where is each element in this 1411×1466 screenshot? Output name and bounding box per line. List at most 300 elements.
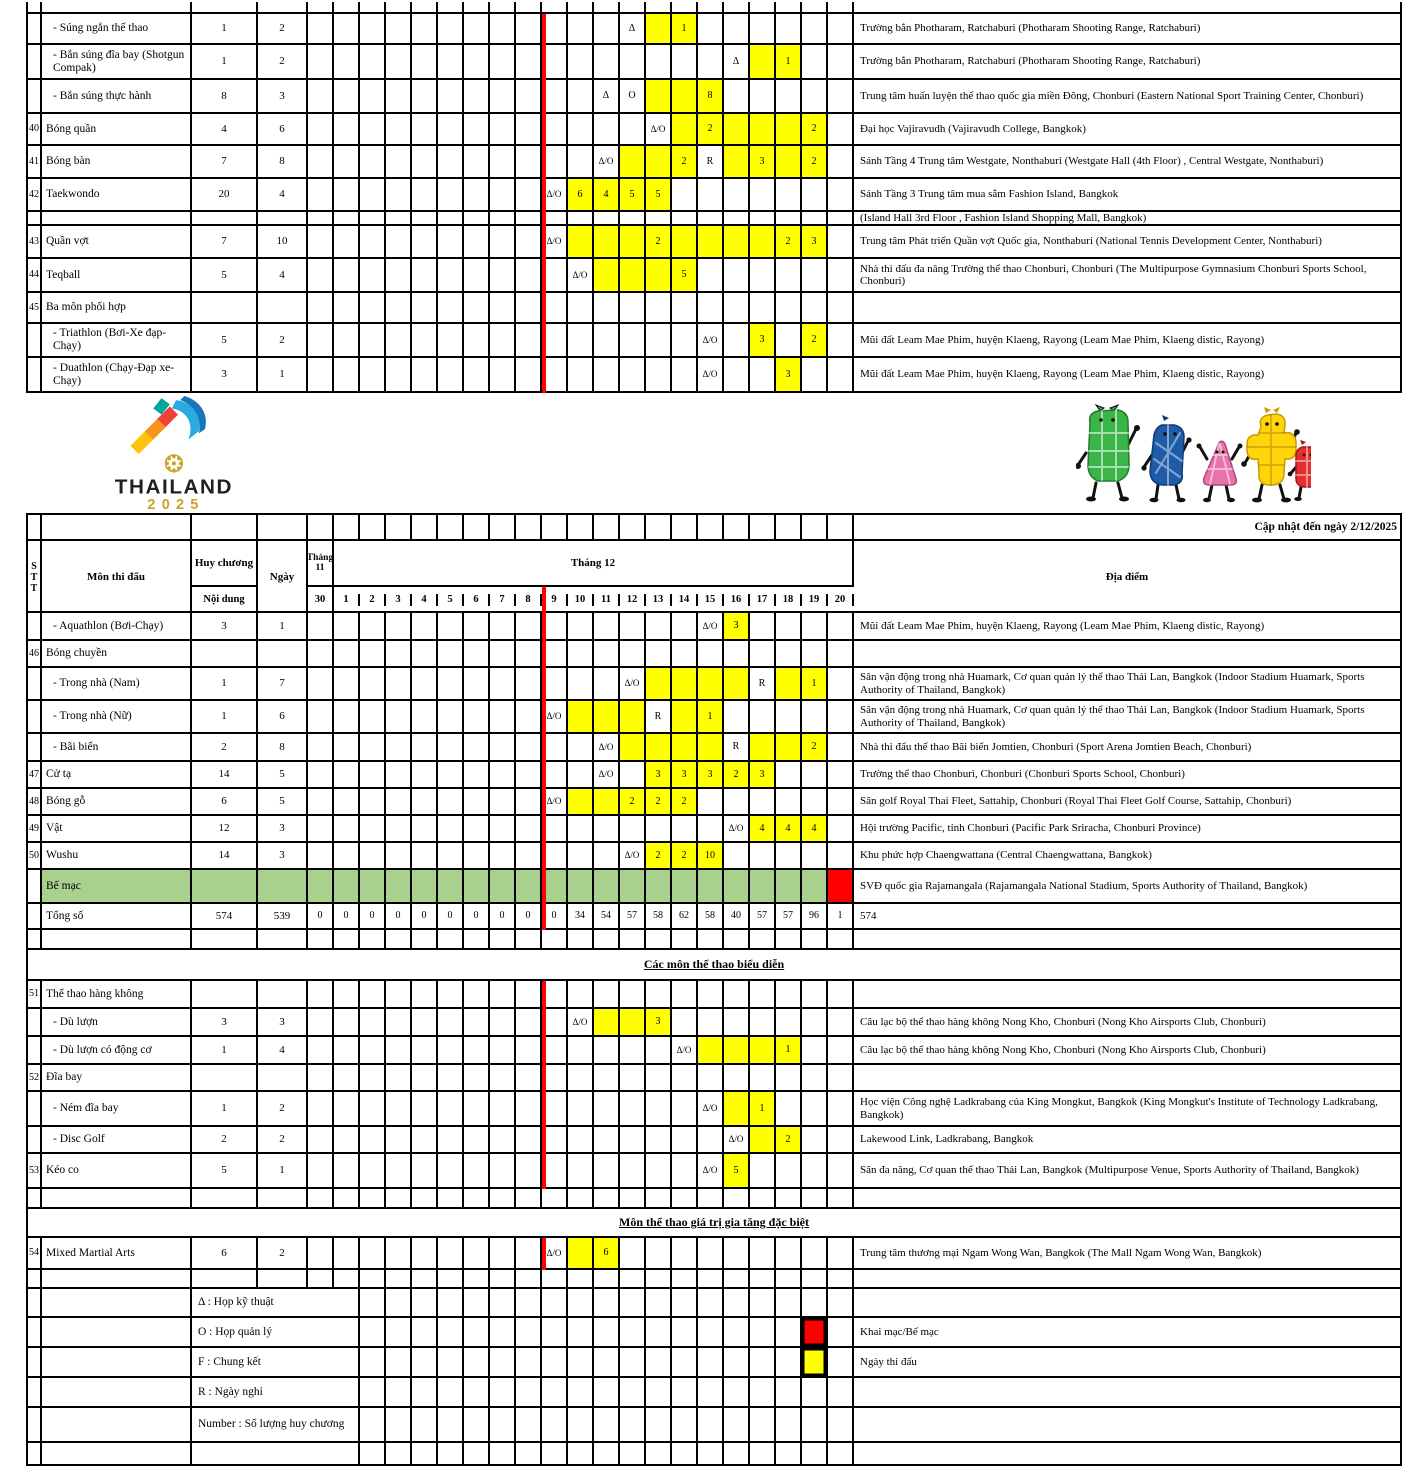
day-cell [386,146,412,177]
day-cell [542,1408,568,1441]
day-cell [776,259,802,291]
day-cell [386,981,412,1007]
day-cell [620,1092,646,1125]
day-cell [802,1065,828,1090]
day-cell [542,1189,568,1207]
day-cell: 57 [750,904,776,928]
day-cell [490,1348,516,1376]
day-cell [412,1378,438,1406]
days-cell: 10 [258,226,308,257]
days-cell [258,2,308,12]
day-cell [516,1443,542,1464]
day-cell [594,981,620,1007]
day-cell [386,212,412,224]
table-row [28,358,1400,393]
day-cell [308,1238,334,1268]
table-row [28,1127,1400,1154]
day-cell [568,789,594,814]
day-cell [334,226,360,257]
day-cell [750,789,776,814]
day-cell [698,668,724,699]
day-cell [568,45,594,78]
medals-cell: 4 [192,114,258,144]
day-cell [776,80,802,112]
current-date-line [542,14,546,393]
day-cell [334,981,360,1007]
day-cell: R [646,701,672,732]
header-day-15: 15 [698,594,724,606]
day-cell [724,1092,750,1125]
day-cell: 2 [802,734,828,760]
day-cell [594,226,620,257]
day-cell [698,2,724,12]
day-cell [464,668,490,699]
logo-year: 2025 [147,496,205,511]
medals-cell: 1 [192,45,258,78]
day-cell [646,1443,672,1464]
day-cell [464,789,490,814]
legend-note-cell: Ngày thi đấu [860,1355,917,1368]
table-row [28,324,1400,358]
legend-label-cell [192,1443,360,1464]
day-cell [360,789,386,814]
stt-cell [28,734,42,760]
days-cell [258,515,308,539]
day-cell: Δ/O [672,1037,698,1063]
day-cell [334,1092,360,1125]
day-cell [646,293,672,322]
day-cell: 2 [802,114,828,144]
day-cell [516,641,542,666]
day-cell [308,1065,334,1090]
day-cell [802,789,828,814]
day-cell [698,1065,724,1090]
day-cell: Δ/O [542,789,568,814]
day-cell [594,212,620,224]
day-cell [802,843,828,868]
day-cell [516,734,542,760]
venue-cell: Trường bắn Photharam, Ratchaburi (Photharam Shooting Range, Ratchaburi) [860,55,1201,68]
table-row [28,668,1400,701]
day-cell [360,1065,386,1090]
day-cell [698,1443,724,1464]
day-cell [802,981,828,1007]
day-cell [490,293,516,322]
sport-name-cell: - Triathlon (Bơi-Xe đạp-Chạy) [42,324,192,356]
day-cell [568,324,594,356]
day-cell [646,1408,672,1441]
sport-name-cell: Teqball [42,259,192,291]
day-cell: 2 [620,789,646,814]
day-cell [438,358,464,391]
day-cell: 1 [776,1037,802,1063]
legend-note-cell: Khai mạc/Bế mạc [860,1325,939,1338]
day-cell: 3 [646,1009,672,1035]
header-day-6: 6 [464,594,490,606]
sport-name-cell: - Ném đĩa bay [42,1092,192,1125]
stt-cell [28,45,42,78]
day-cell [412,1270,438,1287]
medals-cell [192,212,258,224]
day-cell [802,762,828,787]
day-cell [412,114,438,144]
day-cell [464,293,490,322]
day-cell [542,1348,568,1376]
medals-cell: 6 [192,1238,258,1268]
venue-cell: Trung tâm huấn luyện thể thao quốc gia miền Đông, Chonburi (Eastern National Sport Training Center, Chonburi) [860,89,1364,102]
header-day-20: 20 [828,594,854,606]
day-cell [750,734,776,760]
day-cell [360,1443,386,1464]
day-cell [334,701,360,732]
day-cell [672,358,698,391]
day-cell [802,930,828,948]
day-cell [802,1127,828,1152]
day-cell [646,358,672,391]
day-cell [516,1065,542,1090]
day-cell: 62 [672,904,698,928]
stt-cell: 44 [28,259,42,291]
table-row [28,146,1400,179]
day-cell [594,1378,620,1406]
day-cell [464,324,490,356]
days-cell: 539 [258,904,308,928]
day-cell [646,1348,672,1376]
day-cell [724,668,750,699]
day-cell [542,2,568,12]
day-cell [568,80,594,112]
stt-cell [28,870,42,902]
day-cell [386,762,412,787]
day-cell [594,293,620,322]
day-cell [438,668,464,699]
venue-cell: Sảnh Tầng 3 Trung tâm mua sắm Fashion Island, Bangkok [860,188,1119,201]
day-cell [438,1189,464,1207]
table-row [28,1154,1400,1189]
day-cell [828,259,854,291]
day-cell: 3 [672,762,698,787]
header-day-2: 2 [360,594,386,606]
medals-cell: 1 [192,1037,258,1063]
days-cell [258,641,308,666]
day-cell [360,1270,386,1287]
day-cell [672,981,698,1007]
day-cell [802,293,828,322]
legend-swatch-red [802,1318,828,1346]
day-cell [516,114,542,144]
day-cell [308,1189,334,1207]
day-cell [308,816,334,841]
day-cell [620,114,646,144]
day-cell: Δ/O [594,762,620,787]
day-cell [464,816,490,841]
table-row [28,870,1400,904]
day-cell [464,1378,490,1406]
medals-cell: 8 [192,80,258,112]
day-cell [360,1408,386,1441]
stt-cell [28,1009,42,1035]
day-cell [360,843,386,868]
day-cell [776,930,802,948]
day-cell [724,1408,750,1441]
sport-name-cell: - Bãi biển [42,734,192,760]
day-cell [828,981,854,1007]
day-cell [386,2,412,12]
day-cell [334,843,360,868]
day-cell: 2 [672,146,698,177]
day-cell [802,358,828,391]
day-cell [620,212,646,224]
day-cell: Δ/O [620,668,646,699]
day-cell [490,1270,516,1287]
day-cell [412,734,438,760]
day-cell: 96 [802,904,828,928]
days-cell: 6 [258,114,308,144]
section-title: Môn thể thao giá trị gia tăng đặc biệt [619,1214,809,1229]
logo-flower [165,455,182,472]
day-cell [646,930,672,948]
venue-cell: Sảnh Tầng 4 Trung tâm Westgate, Nonthaburi (Westgate Hall (4th Floor) , Central Westgate, Nonthaburi) [860,155,1324,168]
day-cell [438,1238,464,1268]
day-cell [464,1154,490,1187]
day-cell [516,1154,542,1187]
day-cell [334,259,360,291]
day-cell [464,1408,490,1441]
day-cell [386,1127,412,1152]
medals-cell: 5 [192,324,258,356]
day-cell [672,1189,698,1207]
day-cell [672,1127,698,1152]
day-cell [490,1154,516,1187]
day-cell [698,930,724,948]
sport-name-cell: - Bắn súng thực hành [42,80,192,112]
day-cell [334,179,360,210]
days-cell [258,981,308,1007]
table-row [28,2,1400,14]
day-cell [750,1270,776,1287]
day-cell [516,1318,542,1346]
day-cell [516,1189,542,1207]
day-cell [438,930,464,948]
header-nov-30: 30 [308,587,334,613]
days-cell: 8 [258,734,308,760]
days-cell [258,293,308,322]
day-cell [438,762,464,787]
sport-name-cell [42,515,192,539]
venue-cell: Trường bắn Photharam, Ratchaburi (Photharam Shooting Range, Ratchaburi) [860,22,1201,35]
venue-cell: Mũi đất Leam Mae Phim, huyện Klaeng, Rayong (Leam Mae Phim, Klaeng distic, Rayong) [860,619,1265,632]
day-cell: 4 [776,816,802,841]
days-cell: 3 [258,843,308,868]
day-cell [620,1408,646,1441]
day-cell [724,146,750,177]
day-cell: Δ/O [724,1127,750,1152]
day-cell [464,762,490,787]
day-cell [724,789,750,814]
day-cell [568,1378,594,1406]
day-cell [386,701,412,732]
days-cell: 3 [258,80,308,112]
stt-cell [28,358,42,391]
day-cell [698,1348,724,1376]
day-cell [568,1092,594,1125]
day-cell [464,870,490,902]
day-cell [776,1092,802,1125]
day-cell [516,179,542,210]
day-cell [438,1127,464,1152]
day-cell [360,1378,386,1406]
day-cell [594,45,620,78]
day-cell [490,1238,516,1268]
day-cell [490,843,516,868]
current-date-line [542,1238,546,1270]
day-cell [516,668,542,699]
day-cell [724,1189,750,1207]
day-cell [620,1238,646,1268]
day-cell [698,179,724,210]
day-cell [620,1037,646,1063]
day-cell [828,226,854,257]
stt-cell [28,14,42,43]
day-cell [698,293,724,322]
stt-cell [28,930,42,948]
day-cell [360,701,386,732]
day-cell [490,324,516,356]
day-cell [308,226,334,257]
day-cell [360,80,386,112]
day-cell [646,1270,672,1287]
day-cell [386,179,412,210]
current-date-line [542,981,546,1189]
stt-cell [28,1127,42,1152]
day-cell [594,1270,620,1287]
day-cell [646,870,672,902]
day-cell [802,1378,828,1406]
day-cell [802,641,828,666]
table-row [28,1348,1400,1378]
day-cell: 0 [360,904,386,928]
stt-cell [28,1348,42,1376]
day-cell: 3 [750,324,776,356]
day-cell [516,1408,542,1441]
day-cell [594,1037,620,1063]
mascot-yellow [1241,407,1300,502]
days-cell: 4 [258,179,308,210]
day-cell [308,179,334,210]
sport-name-cell: Bóng quần [42,114,192,144]
day-cell [776,1270,802,1287]
day-cell: 10 [698,843,724,868]
day-cell [620,1154,646,1187]
day-cell [360,212,386,224]
day-cell [516,1378,542,1406]
day-cell: 40 [724,904,750,928]
day-cell [672,1289,698,1316]
day-cell [490,668,516,699]
day-cell [490,641,516,666]
sport-name-cell: - Disc Golf [42,1127,192,1152]
day-cell: 3 [724,613,750,639]
stt-cell [28,80,42,112]
day-cell [386,114,412,144]
day-cell [594,870,620,902]
day-cell [776,843,802,868]
day-cell [750,930,776,948]
day-cell [334,668,360,699]
day-cell [672,1378,698,1406]
sport-name-cell [42,1408,192,1441]
day-cell: 1 [672,14,698,43]
day-cell [412,1348,438,1376]
day-cell [802,870,828,902]
day-cell [724,843,750,868]
day-cell [438,1154,464,1187]
day-cell [620,1065,646,1090]
day-cell [698,259,724,291]
day-cell [750,179,776,210]
day-cell [802,259,828,291]
mascots-graphic [1076,403,1311,503]
day-cell [646,2,672,12]
day-cell [490,789,516,814]
day-cell [828,1127,854,1152]
day-cell [516,1037,542,1063]
day-cell [776,734,802,760]
day-cell [334,1270,360,1287]
day-cell [620,358,646,391]
day-cell [386,1189,412,1207]
stt-cell: 47 [28,762,42,787]
day-cell [724,1009,750,1035]
day-cell [308,146,334,177]
venue-cell: Mũi đất Leam Mae Phim, huyện Klaeng, Rayong (Leam Mae Phim, Klaeng distic, Rayong) [860,333,1265,346]
day-cell [776,2,802,12]
day-cell [750,80,776,112]
day-cell: 2 [776,226,802,257]
day-cell [360,114,386,144]
venue-cell [854,1189,1400,1207]
day-cell [568,1154,594,1187]
stt-cell [28,668,42,699]
day-cell [568,212,594,224]
medals-cell [192,1065,258,1090]
medals-cell: 1 [192,1092,258,1125]
stt-cell [28,1270,42,1287]
day-cell [308,1037,334,1063]
day-cell [672,1065,698,1090]
day-cell: 2 [724,762,750,787]
day-cell [750,1378,776,1406]
day-cell [750,701,776,732]
day-cell [516,146,542,177]
day-cell [334,146,360,177]
day-cell [828,212,854,224]
day-cell [386,1154,412,1187]
day-cell [360,734,386,760]
days-cell: 1 [258,1154,308,1187]
day-cell [672,1154,698,1187]
day-cell [698,1189,724,1207]
day-cell [308,870,334,902]
days-cell: 2 [258,1092,308,1125]
day-cell [490,1037,516,1063]
day-cell [412,1289,438,1316]
day-cell [594,789,620,814]
day-cell [698,212,724,224]
day-cell [802,1189,828,1207]
day-cell [568,14,594,43]
day-cell [386,324,412,356]
